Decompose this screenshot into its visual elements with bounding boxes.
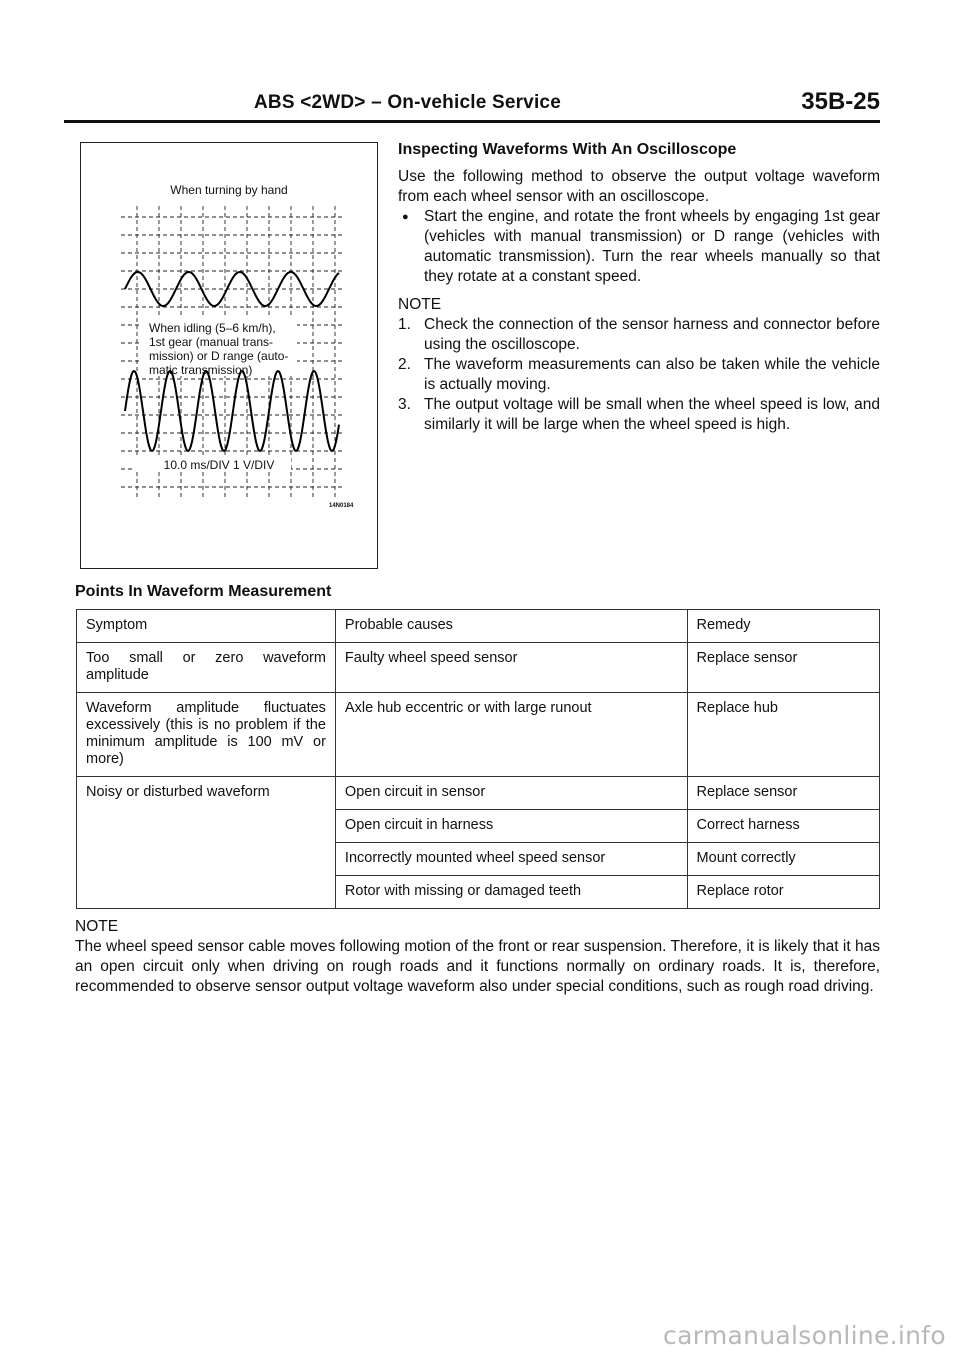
label-idling-line-1: When idling (5–6 km/h), — [149, 321, 276, 335]
bottom-note — [75, 917, 880, 997]
bullet-text: Start the engine, and rotate the front wheels by engaging 1st gear (vehicles with manual transmission) or D range (vehicles with automatic transmission). Turn the rear wheels manually so that they rotate at a constant speed. — [424, 208, 880, 285]
cause-cell: Incorrectly mounted wheel speed sensor — [335, 843, 687, 876]
figure-code: 14N0184 — [329, 503, 354, 509]
label-idling-line-3: mission) or D range (auto- — [149, 349, 289, 363]
symptom-cell: Noisy or disturbed waveform — [77, 777, 336, 909]
symptom-cell: Too small or zero waveform amplitude — [77, 643, 336, 693]
bullet-item — [398, 207, 880, 287]
page-number: 35B-25 — [801, 88, 880, 115]
symptom-cell: Waveform amplitude fluctuates excessively (this is no problem if the minimum amplitude is 100 mV or more) — [77, 693, 336, 777]
column-header-remedy: Remedy — [687, 610, 879, 643]
page-title: ABS <2WD> – On-vehicle Service — [254, 92, 561, 113]
note-item — [398, 395, 880, 435]
section-title-waveform-points: Points In Waveform Measurement — [75, 583, 332, 600]
table-row — [77, 693, 880, 777]
remedy-cell: Replace sensor — [687, 643, 879, 693]
table-row — [77, 777, 880, 810]
column-header-symptom: Symptom — [77, 610, 336, 643]
note-number: 2. — [398, 356, 411, 373]
section-title-oscilloscope: Inspecting Waveforms With An Oscilloscope — [398, 141, 737, 158]
table-row — [77, 643, 880, 693]
bottom-note-text: The wheel speed sensor cable moves following motion of the front or rear suspension. Therefore, it is likely that it has an open circuit only when driving on rough roads and it functions normally on ordinary roads. It is, therefore, recommended to observe sensor output voltage waveform also under special conditions, such as rough road driving. — [75, 938, 880, 995]
label-idling-line-4: matic transmission) — [149, 363, 253, 377]
note-number: 1. — [398, 316, 411, 333]
table-header-row — [77, 610, 880, 643]
note-label: NOTE — [398, 296, 442, 313]
label-idling-line-2: 1st gear (manual trans- — [149, 335, 274, 349]
oscilloscope-waveform-figure — [80, 142, 378, 569]
note-text: The output voltage will be small when the wheel speed is low, and similarly it will be large when the wheel speed is high. — [424, 396, 880, 433]
bullet-dot-icon: ● — [402, 211, 409, 223]
intro-paragraph: Use the following method to observe the output voltage waveform from each wheel sensor with an oscilloscope. — [398, 168, 880, 205]
page-header — [64, 88, 880, 124]
cause-cell: Open circuit in harness — [335, 810, 687, 843]
waveform-diagram — [81, 143, 379, 570]
column-header-causes: Probable causes — [335, 610, 687, 643]
note-number: 3. — [398, 396, 411, 413]
note-text: Check the connection of the sensor harness and connector before using the oscilloscope. — [424, 316, 880, 353]
scale-label: 10.0 ms/DIV 1 V/DIV — [163, 458, 275, 472]
note-item — [398, 355, 880, 395]
remedy-cell: Replace hub — [687, 693, 879, 777]
cause-cell: Axle hub eccentric or with large runout — [335, 693, 687, 777]
note-text: The waveform measurements can also be taken while the vehicle is actually moving. — [424, 356, 880, 393]
remedy-cell: Mount correctly — [687, 843, 879, 876]
cause-cell: Open circuit in sensor — [335, 777, 687, 810]
label-turning-by-hand: When turning by hand — [170, 183, 288, 197]
cause-cell: Faulty wheel speed sensor — [335, 643, 687, 693]
watermark: carmanualsonline.info — [663, 1321, 946, 1350]
header-rule — [64, 120, 880, 123]
remedy-cell: Correct harness — [687, 810, 879, 843]
cause-cell: Rotor with missing or damaged teeth — [335, 876, 687, 909]
waveform-idling — [125, 371, 339, 451]
note-item — [398, 315, 880, 355]
bottom-note-label: NOTE — [75, 918, 119, 935]
oscilloscope-instructions — [398, 140, 880, 435]
remedy-cell: Replace sensor — [687, 777, 879, 810]
remedy-cell: Replace rotor — [687, 876, 879, 909]
waveform-measurement-table — [76, 609, 880, 909]
